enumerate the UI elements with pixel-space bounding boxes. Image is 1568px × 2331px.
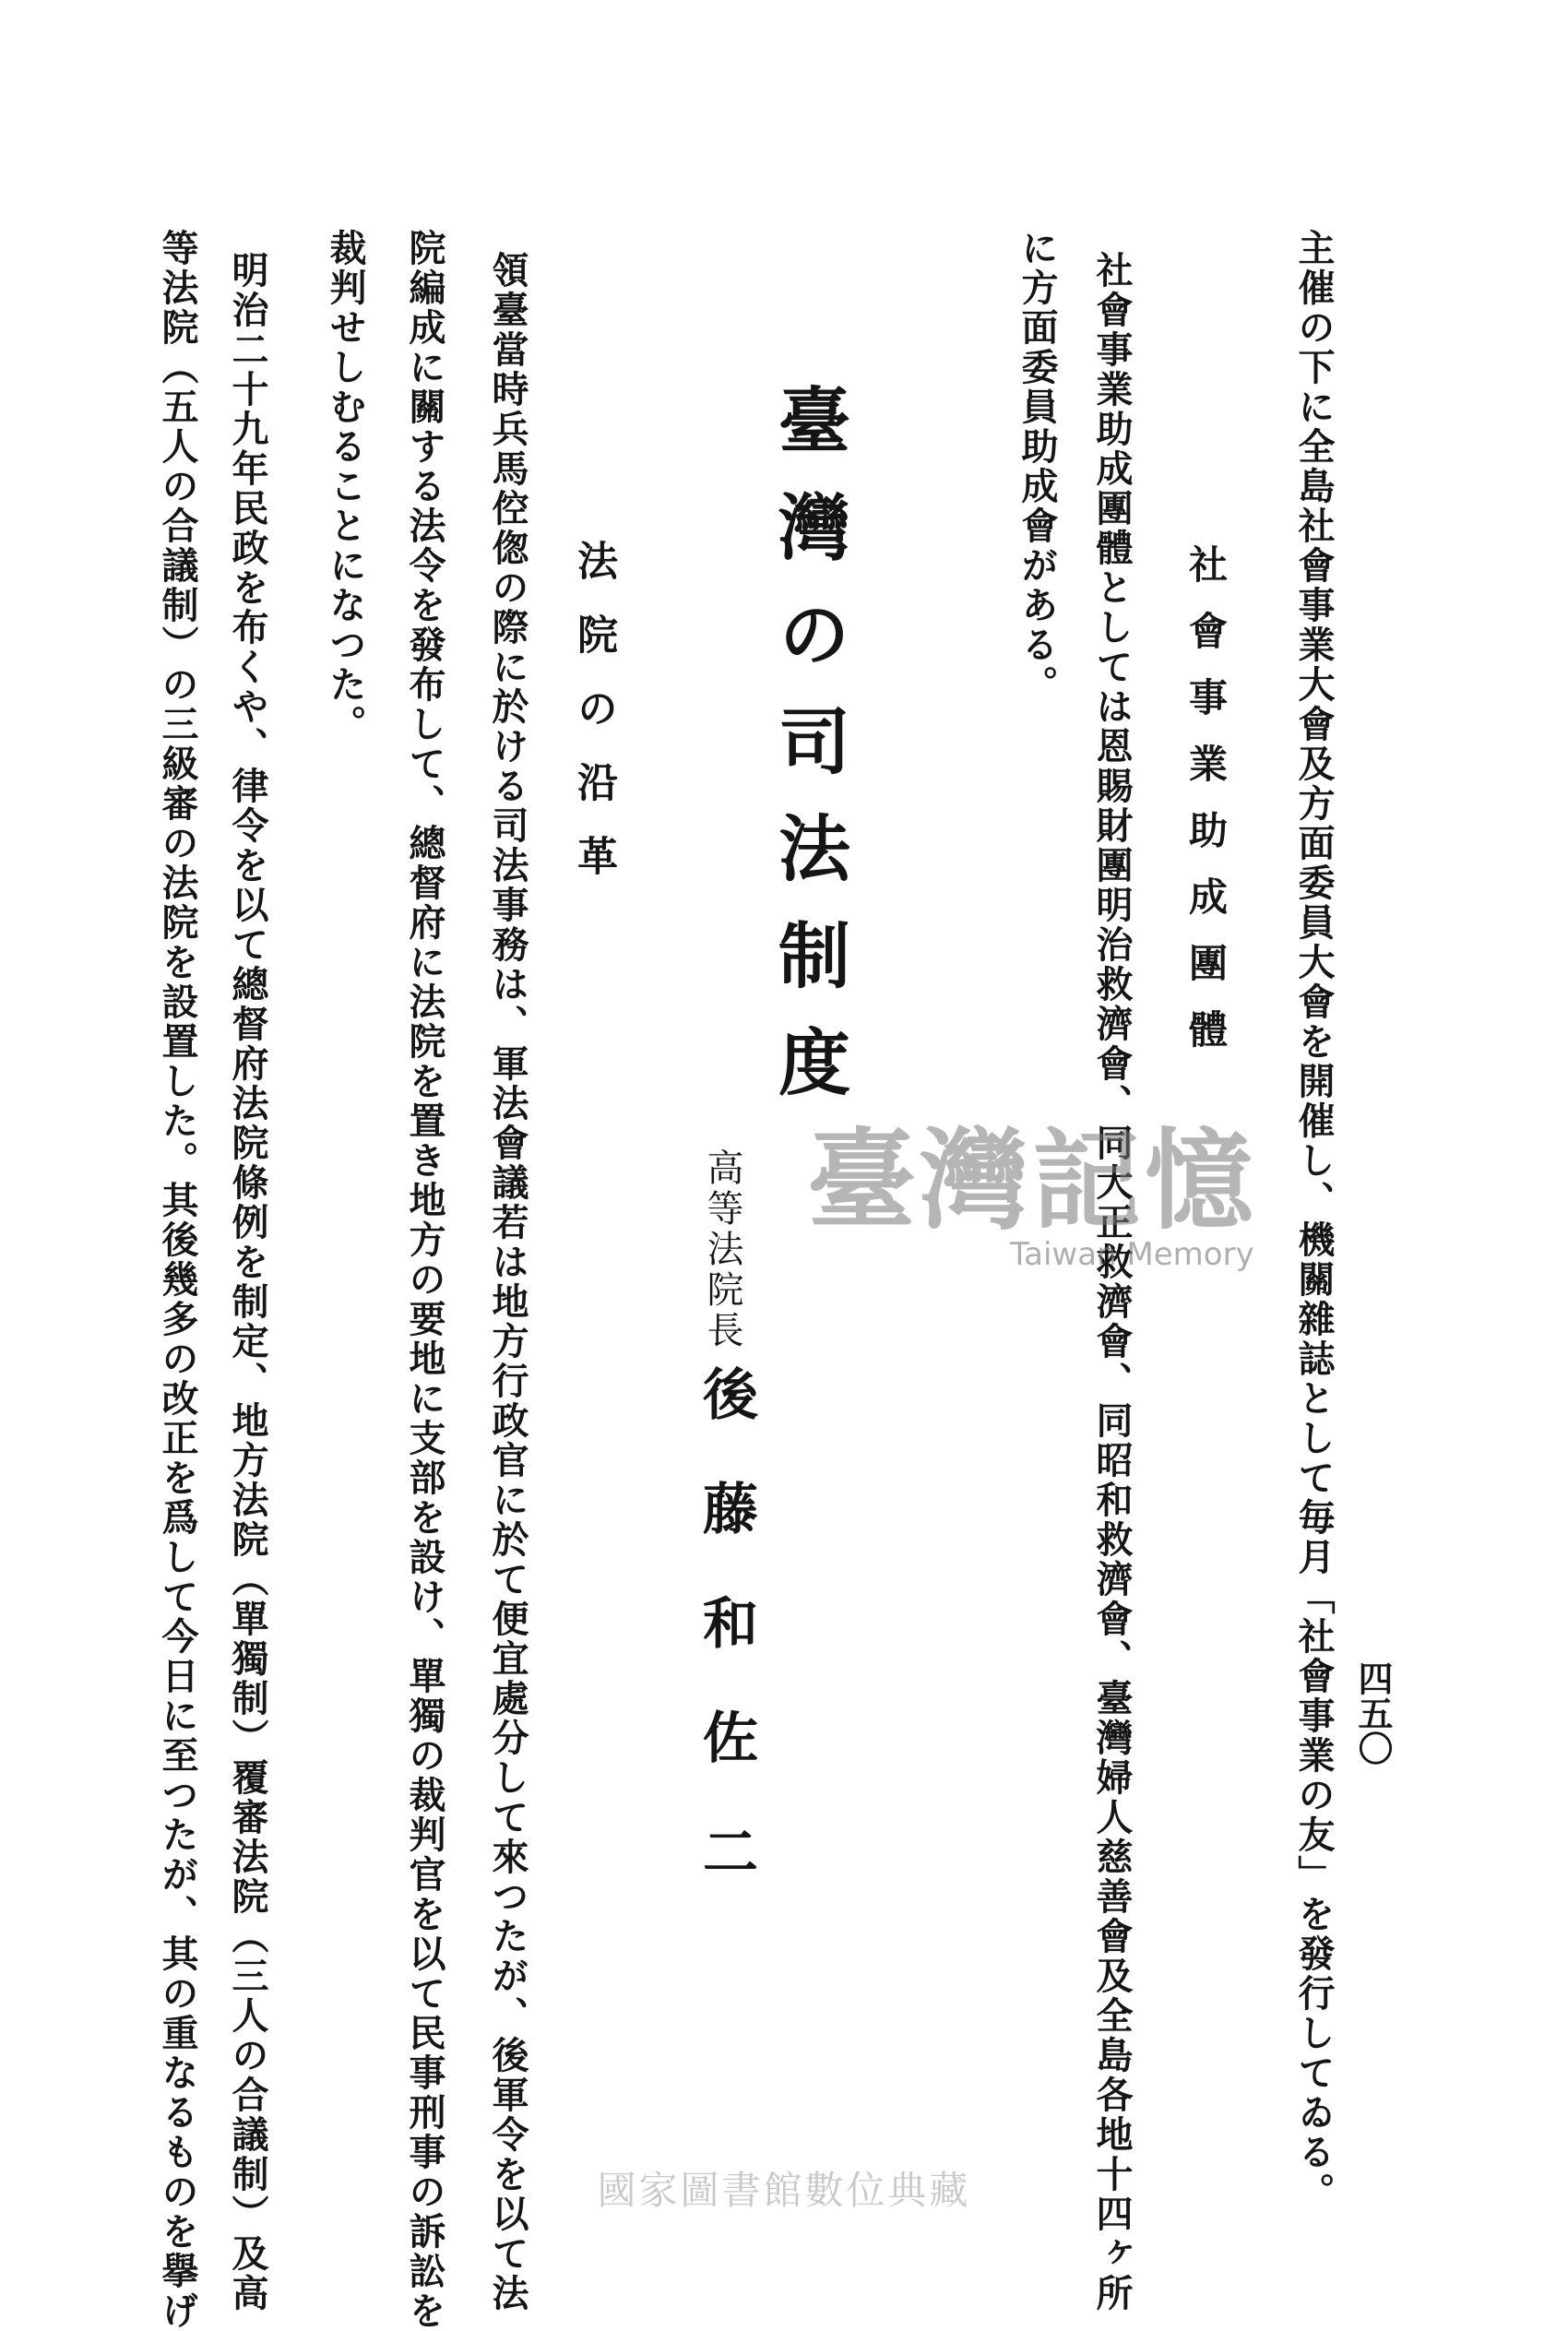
footer-credit: 國家圖書館數位典藏 [597,2168,971,2213]
body-text-column: 裁判せしむることになつた。 [324,229,367,744]
body-text-column: 社會事業助成團體としては恩賜財團明治救濟會、同大正救濟會、同昭和救濟會、臺灣婦人慈善會及全島各地十四ヶ所 [1090,251,1134,2313]
page-number: 四五〇 [1352,1660,1394,1766]
watermark-logo-text: 臺灣記憶 [807,1116,1258,1244]
watermark [807,1116,1277,1287]
section-heading-court-history: 法院の沿革 [570,540,617,909]
chapter-title: 臺灣の司法制度 [766,383,850,1132]
body-text-column: 等法院（五人の合議制）の三級審の法院を設置した。其後幾多の改正を爲して今日に至つたが、其の重なるものを擧げ [156,229,199,2331]
section-heading-aid-organizations: 社會事業助成團體 [1183,544,1229,1076]
body-text-column: 領臺當時兵馬倥偬の際に於ける司法事務は、軍法會議若は地方行政官に於て便宜處分して來つたが、後軍令を以て法 [486,251,529,2313]
author-name: 後藤和佐二 [694,1365,758,1937]
watermark-subtitle: Taiwan Memory [1010,1236,1254,1273]
body-text-column: 院編成に關する法令を發布して、總督府に法院を置き地方の要地に支部を設け、單獨の裁判官を以て民事刑事の訴訟を [403,229,446,2331]
body-text-column: 主催の下に全島社會事業大會及方面委員大會を開催し、機關雜誌として毎月「社會事業の友」を發行してゐる。 [1292,229,1336,2212]
author-position: 高等法院長 [701,1148,743,1351]
body-text-column: に方面委員助成會がある。 [1016,229,1059,705]
body-text-column: 明治二十九年民政を布くや、律令を以て總督府法院條例を制定、地方法院（單獨制）覆審法院（三人の合議制）及高 [226,251,269,2313]
